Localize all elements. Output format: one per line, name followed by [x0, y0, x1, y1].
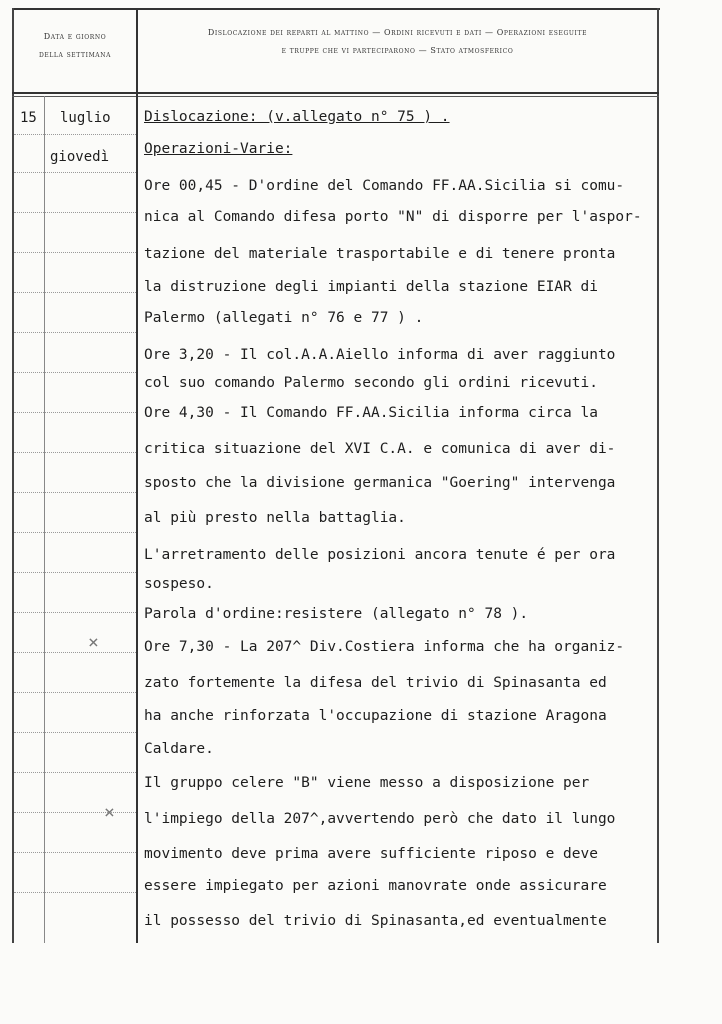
date-subcolumn-divider [44, 96, 45, 943]
date-guide-line [14, 452, 136, 453]
text-line: col suo comando Palermo secondo gli ordini ricevuti. [144, 375, 598, 391]
date-column-header [14, 28, 136, 64]
text-line: il possesso del trivio di Spinasanta,ed eventualmente [144, 913, 607, 929]
text-line: Palermo (allegati n° 76 e 77 ) . [144, 310, 424, 326]
text-line: zato fortemente la difesa del trivio di Spinasanta ed [144, 675, 607, 691]
text-line: L'arretramento delle posizioni ancora tenute é per ora [144, 547, 616, 563]
entry-month: luglio [60, 110, 111, 126]
text-line: Dislocazione: (v.allegato n° 75 ) . [144, 109, 450, 125]
text-line: critica situazione del XVI C.A. e comunica di aver di- [144, 441, 616, 457]
date-guide-line [14, 892, 136, 893]
date-guide-line [14, 332, 136, 333]
margin-mark: × [104, 802, 115, 823]
frame-top-border [12, 8, 660, 10]
text-line: nica al Comando difesa porto "N" di disporre per l'aspor- [144, 209, 642, 225]
text-line: Operazioni-Varie: [144, 141, 293, 157]
date-guide-line [14, 692, 136, 693]
text-line: sospeso. [144, 576, 214, 592]
text-line: tazione del materiale trasportabile e di tenere pronta [144, 246, 616, 262]
text-line: Il gruppo celere "B" viene messo a disposizione per [144, 775, 590, 791]
text-line: sposto che la divisione germanica "Goering" intervenga [144, 475, 616, 491]
date-guide-line [14, 372, 136, 373]
date-guide-line [14, 252, 136, 253]
date-guide-line [14, 134, 136, 135]
date-guide-line [14, 492, 136, 493]
date-guide-line [14, 732, 136, 733]
text-line: Caldare. [144, 741, 214, 757]
text-line: la distruzione degli impianti della stazione EIAR di [144, 279, 598, 295]
column-divider [136, 8, 138, 943]
margin-mark: × [88, 632, 99, 653]
header-divider-secondary [12, 96, 659, 97]
date-guide-line [14, 172, 136, 173]
text-line: Parola d'ordine:resistere (allegato n° 78 ). [144, 606, 529, 622]
text-line: Ore 3,20 - Il col.A.A.Aiello informa di aver raggiunto [144, 347, 616, 363]
date-column-header-line2: della settimana [38, 50, 112, 59]
date-guide-line [14, 292, 136, 293]
date-guide-line [14, 812, 136, 813]
date-guide-line [14, 652, 136, 653]
date-guide-line [14, 572, 136, 573]
text-line: movimento deve prima avere sufficiente riposo e deve [144, 846, 598, 862]
main-column-header [140, 24, 655, 60]
entry-day: 15 [20, 110, 37, 126]
date-guide-line [14, 212, 136, 213]
header-divider [12, 92, 659, 94]
date-guide-line [14, 532, 136, 533]
date-guide-line [14, 612, 136, 613]
date-guide-line [14, 852, 136, 853]
text-line: Ore 4,30 - Il Comando FF.AA.Sicilia informa circa la [144, 405, 598, 421]
frame-right-border [657, 8, 659, 943]
date-guide-line [14, 772, 136, 773]
text-line: ha anche rinforzata l'occupazione di stazione Aragona [144, 708, 607, 724]
text-line: Ore 00,45 - D'ordine del Comando FF.AA.Sicilia si comu- [144, 178, 625, 194]
date-guide-line [14, 412, 136, 413]
date-column-header-line1: Data e giorno [43, 32, 107, 41]
entry-weekday: giovedì [50, 149, 110, 165]
text-line: al più presto nella battaglia. [144, 510, 406, 526]
text-line: essere impiegato per azioni manovrate onde assicurare [144, 878, 607, 894]
main-column-header-line2: e truppe che vi parteciparono — Stato atmosferico [281, 46, 514, 55]
text-line: l'impiego della 207^,avvertendo però che dato il lungo [144, 811, 616, 827]
text-line: Ore 7,30 - La 207^ Div.Costiera informa che ha organiz- [144, 639, 625, 655]
frame-left-border [12, 8, 14, 943]
main-column-header-line1: Dislocazione dei reparti al mattino — Ordini ricevuti e dati — Operazioni eseguite [207, 28, 588, 37]
